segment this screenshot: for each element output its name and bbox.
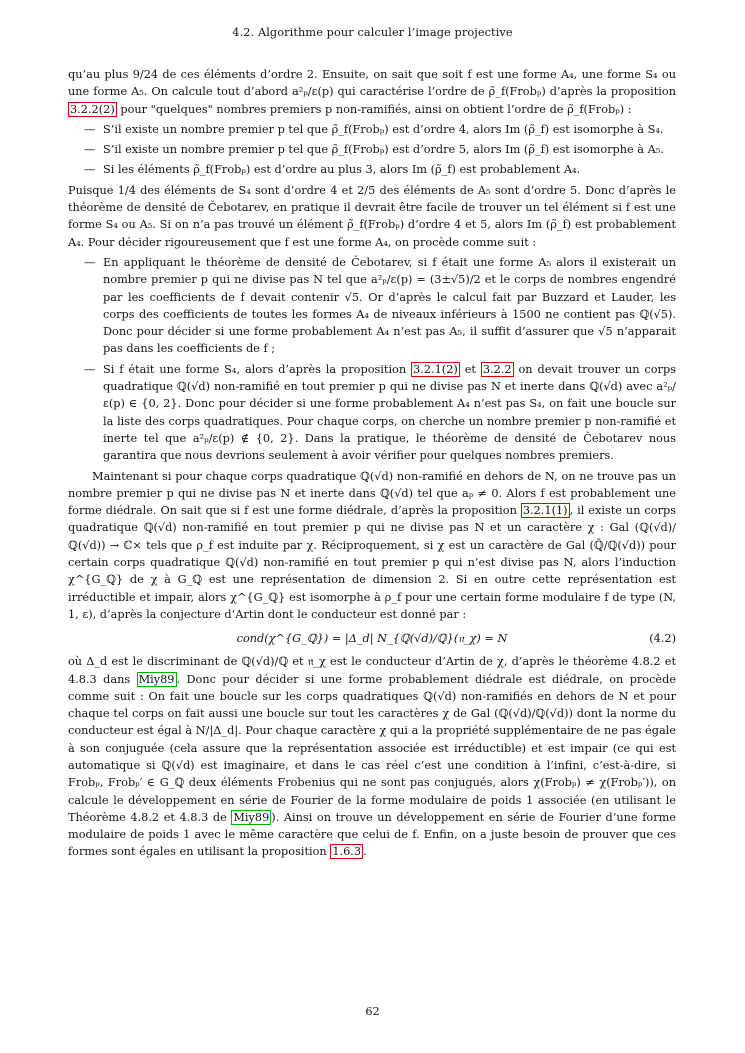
page-number: 62 bbox=[365, 1005, 380, 1018]
paragraph-4-text-a: où Δ_d est le discriminant de ℚ(√d)/ℚ et 𝔫_χ est le conducteur d’Artin de χ, d’après le théorème 4.8.2 et 4.8.3 dans bbox=[68, 655, 676, 686]
list-item bbox=[68, 141, 676, 158]
list-item-text: S’il existe un nombre premier p tel que ρ̃_f(Frobₚ) est d’ordre 4, alors Im (ρ̃_f) est isomorphe à S₄. bbox=[103, 122, 664, 136]
equation-4-2 bbox=[68, 628, 676, 650]
list-item-text-c: on devait trouver un corps quadratique ℚ(√d) non-ramifié en tout premier p qui ne divise pas N et inerte dans ℚ(√d) avec a²ₚ/ε(p) ∈ {0, 2}. Donc pour décider si une forme probablement A₄ n’est pas S₄, on fait une boucle sur la liste des corps quadratiques. Pour chaque corps, on cherche un nombre premier p non-ramifié et inerte tel que a²ₚ/ε(p) ∉ {0, 2}. Dans la pratique, le théorème de densité de Čebotarev nous garantira que nous devrions seulement à avoir vérifier pour quelques nombres premiers. bbox=[103, 362, 676, 463]
proposition-link-1-6-3[interactable]: 1.6.3 bbox=[332, 845, 362, 859]
page-body bbox=[68, 66, 676, 861]
paragraph-3 bbox=[68, 468, 676, 624]
list-item bbox=[68, 254, 676, 358]
citation-link-miy89[interactable]: Miy89 bbox=[138, 672, 175, 686]
list-item-text: S’il existe un nombre premier p tel que ρ̃_f(Frobₚ) est d’ordre 5, alors Im (ρ̃_f) est isomorphe à A₅. bbox=[103, 143, 664, 157]
list-item bbox=[68, 121, 676, 138]
paragraph-4-end: . bbox=[363, 845, 367, 859]
paragraph-1-end: pour "quelques" nombres premiers p non-ramifiés, ainsi on obtient l’ordre de ρ̃_f(Frobₚ) : bbox=[120, 102, 632, 116]
em-dash-bullet: — bbox=[84, 163, 96, 177]
paragraph-2: Puisque 1/4 des éléments de S₄ sont d’ordre 4 et 2/5 des éléments de A₅ sont d’ordre 5. Donc d’après le théorème de densité de Čebotarev, en pratique il devrait être facile de trouver un tel élément si f est une forme S₄ ou A₅. Si on n’a pas trouvé un élément ρ̃_f(Frobₚ) d’ordre 4 et 5, alors Im (ρ̃_f) est probablement A₄. Pour décider rigoureusement que f est une forme A₄, on procède comme suit : bbox=[68, 183, 676, 249]
list-item-text-b: et bbox=[464, 362, 476, 376]
running-header: 4.2. Algorithme pour calculer l’image projective bbox=[232, 26, 513, 39]
list-item bbox=[68, 161, 676, 178]
proposition-link-3-2-1-1[interactable]: 3.2.1(1) bbox=[522, 504, 568, 518]
paragraph-1-text: qu’au plus 9/24 de ces éléments d’ordre 2. Ensuite, on sait que soit f est une forme A₄, une forme S₄ ou une forme A₅. On calcule tout d’abord a²ₚ/ε(p) qui caractérise l’ordre de ρ̃_f(Frobₚ) d’après la proposition bbox=[68, 68, 676, 99]
list-item-text: Si les éléments ρ̃_f(Frobₚ) est d’ordre au plus 3, alors Im (ρ̃_f) est probablement A₄. bbox=[103, 163, 581, 177]
proposition-link-3-2-2[interactable]: 3.2.2 bbox=[482, 362, 512, 376]
paragraph-3-text-a: Maintenant si pour chaque corps quadratique ℚ(√d) non-ramifié en dehors de N, on ne trouve pas un nombre premier p qui ne divise pas N et inerte dans ℚ(√d) tel que aₚ ≠ 0. Alors f est probablement une forme diédrale. On sait que si f est une forme diédrale, d’après la proposition bbox=[68, 469, 676, 518]
paragraph-4-text-b: . Donc pour décider si une forme probablement diédrale est diédrale, on procède comme suit : On fait une boucle sur les corps quadratiques ℚ(√d) non-ramifiés en dehors de N et pour chaque tel corps on fait aussi une boucle sur tout les caractères χ de Gal (ℚ(√d)/ℚ(√d)) dont la norme du conducteur est égal à N/|Δ_d|. Pour chaque caractère χ qui a la propriété supplémentaire de ne pas égale à son conjuguée (cela assure que la représentation associée est irréductible) et est impair (ce qui est automatique si ℚ(√d) est imaginaire, et dans le cas réel c’est une condition à l’infini, c’est-à-dire, si Frobₚ, Frobₚ′ ∈ G_ℚ deux éléments Frobenius qui ne sont pas conjugués, alors χ(Frobₚ) ≠ χ(Frobₚ′)), on calcule le développement en série de Fourier de la forme modulaire de poids 1 associée (en utilisant le Théorème 4.8.2 et 4.8.3 de bbox=[68, 672, 677, 824]
proposition-link-3-2-1-2[interactable]: 3.2.1(2) bbox=[413, 362, 458, 376]
em-dash-bullet: — bbox=[84, 255, 96, 269]
paragraph-3-text-b: , il existe un corps quadratique ℚ(√d) non-ramifié en tout premier p qui ne divise pas N et un caractère χ : Gal (ℚ(√d)/ℚ(√d)) → ℂ× tels que ρ_f est induite par χ. Réciproquement, si χ est un caractère de Gal (ℚ̄/ℚ(√d)) pour certain corps quadratique ℚ(√d) non-ramifié en tout premier p qui n’est divise pas N, alors l’induction χ^{G_ℚ} de χ à G_ℚ est une représentation de dimension 2. Si en outre cette représentation est irréductible et impair, alors χ^{G_ℚ} est isomorphe à ρ_f pour une certain forme modulaire f de type (N, 1, ε), d’après la conjecture d’Artin dont le conducteur est donné par : bbox=[68, 504, 676, 621]
equation-formula: cond(χ^{G_ℚ}) = |Δ_d| N_{ℚ(√d)/ℚ}(𝔫_χ) = N bbox=[236, 632, 508, 646]
list-item-text: En appliquant le théorème de densité de Čebotarev, si f était une forme A₅ alors il existerait un nombre premier p qui ne divise pas N tel que a²ₚ/ε(p) = (3±√5)/2 et le corps de nombres engendré par les coefficients de f devait contenir √5. Or d’après le calcul fait par Buzzard et Lauder, les corps des coefficients de toutes les formes A₄ de niveaux inférieurs à 1500 ne contient pas ℚ(√5). Donc pour décider si une forme probablement A₄ n’est pas A₅, il suffit d’assurer que √5 n’apparait pas dans les coefficients de f ; bbox=[103, 255, 676, 356]
em-dash-bullet: — bbox=[84, 143, 96, 157]
em-dash-bullet: — bbox=[84, 362, 96, 376]
em-dash-bullet: — bbox=[84, 122, 96, 136]
proposition-link-3-2-2-2[interactable]: 3.2.2(2) bbox=[70, 102, 115, 116]
citation-link-miy89[interactable]: Miy89 bbox=[233, 810, 270, 824]
equation-number: (4.2) bbox=[649, 632, 676, 646]
paragraph-4-text-c: ). Ainsi on trouve un développement en série de Fourier d’une forme modulaire de poids 1 avec le même caractère que celui de f. Enfin, on a juste besoin de prouver que ces formes sont égales en utilisant la proposition bbox=[68, 810, 676, 859]
list-item bbox=[68, 361, 676, 465]
paragraph-1 bbox=[68, 66, 676, 118]
list-item-text-a: Si f était une forme S₄, alors d’après la proposition bbox=[103, 362, 407, 376]
paragraph-4 bbox=[68, 653, 676, 861]
